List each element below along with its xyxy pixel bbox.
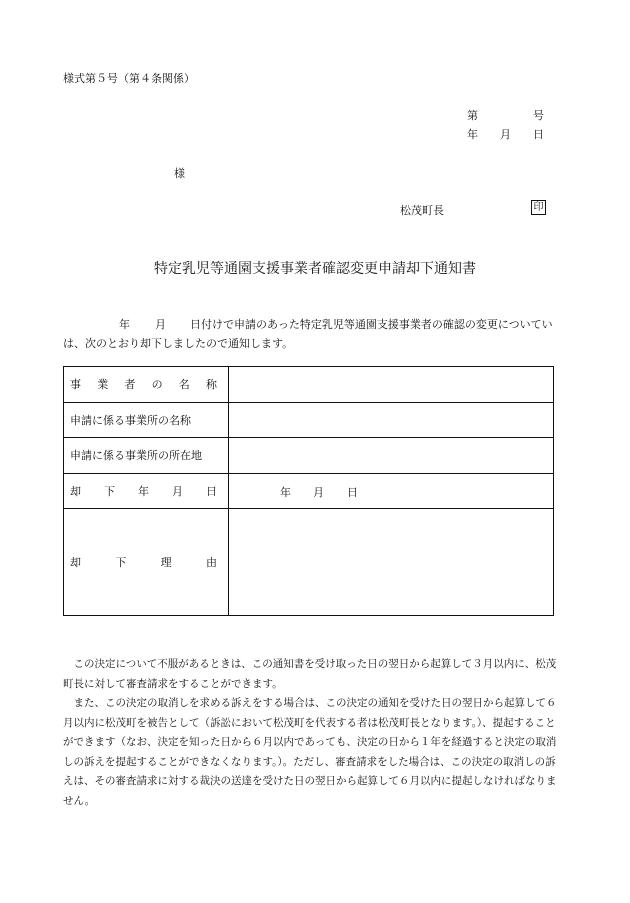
intro-month: 月 <box>155 318 166 331</box>
document-number-prefix: 第 <box>467 109 478 122</box>
intro-line-1 <box>63 315 553 334</box>
document-number-suffix: 号 <box>533 109 544 122</box>
intro-text <box>63 315 553 353</box>
rejection-date-year: 年 <box>280 485 291 499</box>
form-number: 様式第５号（第４条関係） <box>63 72 195 85</box>
value-rejection-reason <box>229 509 554 616</box>
addressee-suffix: 様 <box>174 167 185 180</box>
issuer: 松茂町長 <box>400 204 444 217</box>
rejection-date-month: 月 <box>313 485 324 499</box>
label-business-name: 事 業 者 の 名 称 <box>64 367 229 403</box>
table-row-office-name <box>64 402 554 438</box>
label-office-name: 申請に係る事業所の名称 <box>64 402 229 438</box>
label-rejection-reason: 却 下 理 由 <box>64 509 229 616</box>
value-office-address <box>229 438 554 474</box>
note-lawsuit: また、この決定の取消しを求める訴えをする場合は、この決定の通知を受けた日の翌日から起算して６月以内に松茂町を被告として（訴訟において松茂町を代表する者は松茂町長となります。）、提起することができます（なお、決定を知った日から６月以内であっても、決定の日から１年を経過すると決定の取消しの訴えを提起することができなくなります。）。ただし、審査請求をした場合は、この決定の取消しの訴えは、その審査請求に対する裁決の送達を受けた日の翌日から起算して６月以内に提起しなければなりません。 <box>63 697 557 807</box>
table-row-rejection-date <box>64 473 554 509</box>
intro-year: 年 <box>119 318 130 331</box>
value-rejection-date <box>229 473 554 509</box>
document-date-day: 日 <box>533 128 544 141</box>
table-row-rejection-reason <box>64 509 554 616</box>
value-business-name <box>229 367 554 403</box>
label-office-address: 申請に係る事業所の所在地 <box>64 438 229 474</box>
rejection-date-day: 日 <box>347 485 358 499</box>
info-table <box>63 366 554 616</box>
document-title: 特定乳児等通園支援事業者確認変更申請却下通知書 <box>154 261 476 277</box>
label-rejection-date: 却 下 年 月 日 <box>64 473 229 509</box>
notes <box>63 655 558 811</box>
intro-line-2: は、次のとおり却下しましたので通知します。 <box>63 337 294 350</box>
document-date-year: 年 <box>467 128 478 141</box>
seal-mark: 印 <box>531 200 546 215</box>
table-row-business-name <box>64 367 554 403</box>
table-row-office-address <box>64 438 554 474</box>
intro-line-1-rest: 日付けで申請のあった特定乳児等通園支援事業者の確認の変更についてい <box>190 318 553 331</box>
value-office-name <box>229 402 554 438</box>
note-appeal: この決定について不服があるときは、この通知書を受け取った日の翌日から起算して３月以内に、松茂町長に対して審査請求をすることができます。 <box>63 658 557 690</box>
document-date-month: 月 <box>500 128 511 141</box>
